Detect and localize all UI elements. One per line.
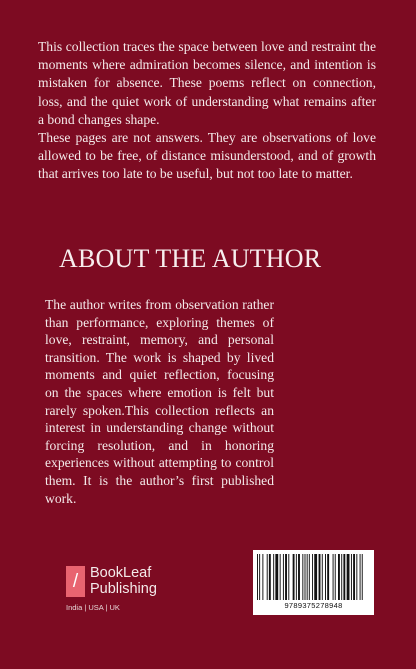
barcode-bar [273,554,274,600]
publisher-regions: India | USA | UK [66,603,120,612]
barcode-bar [309,554,310,600]
barcode-bar [335,554,336,600]
barcode-bar [341,554,342,600]
barcode-bar [305,554,306,600]
barcode-bar [307,554,308,600]
barcode-bar [314,554,317,600]
barcode-bar [298,554,300,600]
back-cover-blurb [38,38,376,184]
barcode-bars [257,554,370,600]
barcode-bar [267,554,268,600]
barcode-bar [356,554,357,600]
barcode-bar [338,554,340,600]
barcode-bar [269,554,271,600]
about-author-heading: ABOUT THE AUTHOR [59,244,322,273]
barcode-bar [360,554,361,600]
barcode-bar [259,554,260,600]
barcode-bar [283,554,284,600]
about-author-text: The author writes from observation rather than performance, exploring themes of love, restraint, memory, and personal transition. The work is shaped by lived moments and quiet reflection, focusing on the spaces where emotion is felt but rarely spoken.This collection reflects an interest in understanding change without forcing resolution, and in honoring experiences without attempting to control them. It is the author’s first published work. [45,297,274,506]
barcode-bar [362,554,363,600]
publisher-name-line-2: Publishing [90,581,157,597]
barcode-bar [319,554,321,600]
barcode-bar [322,554,323,600]
barcode-bar [327,554,329,600]
isbn-number: 9789375278948 [284,601,343,610]
blurb-paragraph-2: These pages are not answers. They are observations of love allowed to be free, of distance misunderstood, and of growth that arrives too late to be useful, but not too late to matter. [38,130,376,182]
publisher-logo-mark: / [66,566,85,597]
barcode-bar [302,554,303,600]
blurb-paragraph-1: This collection traces the space between love and restraint the moments where admiration becomes silence, and intention is mistaken for absence. These poems reflect on connection, loss, and the quiet work of understanding what remains after a bond changes shape. [38,39,376,127]
barcode [253,550,374,615]
barcode-bar [280,554,281,600]
barcode-bar [257,554,258,600]
barcode-bar [343,554,345,600]
barcode-bar [353,554,355,600]
barcode-bar [293,554,295,600]
barcode-bar [347,554,350,600]
barcode-bar [325,554,326,600]
barcode-bar [333,554,334,600]
publisher-name [90,565,157,597]
barcode-bar [285,554,287,600]
barcode-bar [351,554,352,600]
barcode-bar [296,554,297,600]
barcode-bar [288,554,289,600]
barcode-bar [312,554,313,600]
publisher-logo [66,566,166,616]
barcode-bar [262,554,263,600]
barcode-bar [275,554,278,600]
publisher-name-line-1: BookLeaf [90,565,152,581]
